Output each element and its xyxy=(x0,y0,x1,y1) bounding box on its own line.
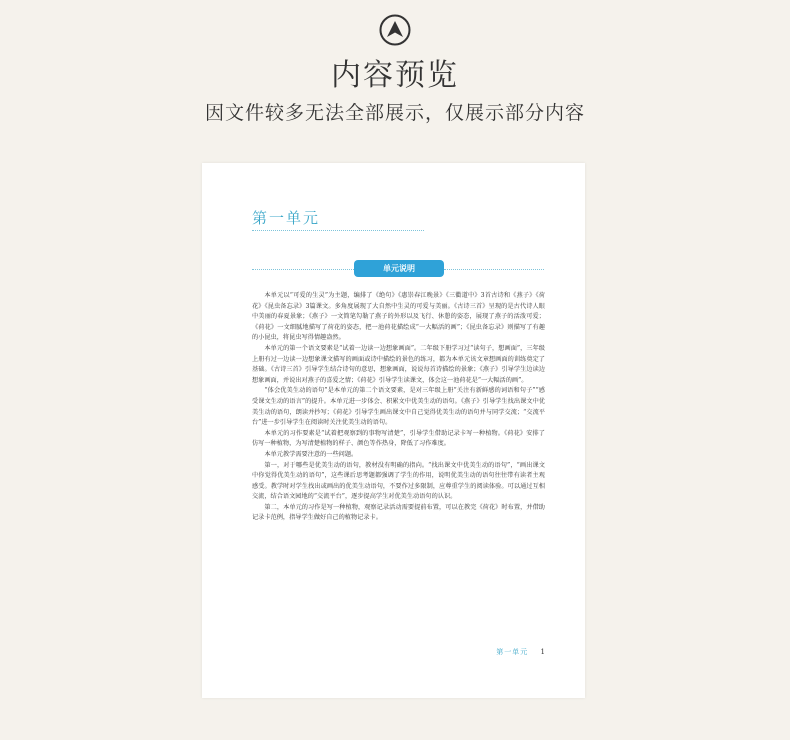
unit-title: 第一单元 xyxy=(252,209,321,227)
unit-title-divider xyxy=(252,230,424,231)
body-text xyxy=(252,291,545,524)
section-label-badge: 单元说明 xyxy=(354,260,444,277)
paragraph: 本单元以“可爱的生灵”为主题，编排了《绝句》《惠崇春江晚景》《三衢道中》3首古诗和《燕子》《荷花》《昆虫备忘录》3篇课文。多角度展现了大自然中生灵的可爱与美丽。《古诗三首》呈现的是古代诗人眼中美丽的春夏景象；《燕子》一文简笔勾勒了燕子的外形以及飞行、休憩的姿态，展现了燕子的活泼可爱；《荷花》一文细腻地描写了荷花的姿态，把一池荷花描绘成“一大幅活的画”；《昆虫备忘录》则描写了有趣的小昆虫，将昆虫写得情趣盎然。 xyxy=(252,292,545,342)
section-divider-right xyxy=(444,269,544,270)
paragraph: 本单元教学需要注意的一些问题。 xyxy=(264,450,358,458)
document-page xyxy=(202,163,585,698)
page-title: 内容预览 xyxy=(331,58,459,93)
page-number: 1 xyxy=(540,648,545,656)
paragraph: 本单元的第一个语文要素是“试着一边读一边想象画面”。二年级下册学习过“读句子，想画面”，三年级上册有过一边读一边想象课文描写的画面或诗中描绘的景色的练习，都为本单元该文章想画面的训练奠定了基础。《古诗三首》引导学生结合诗句的意思，想象画面，说说每首诗描绘的景象；《燕子》引导学生边读边想象画面，并说出对燕子的喜爱之情；《荷花》引导学生读课文，体会这一池荷花是“一大幅活的画”。 xyxy=(252,344,545,384)
paragraph: 第二，本单元的习作是写一种植物，观察记录活动需要提前布置，可以在教完《荷花》时布置，并借助记录卡范例，指导学生做好自己的植物记录卡。 xyxy=(252,503,545,522)
up-arrow-icon xyxy=(379,14,411,46)
footer-unit-label: 第一单元 xyxy=(496,648,529,656)
page-subtitle: 因文件较多无法全部展示，仅展示部分内容 xyxy=(204,102,585,124)
paragraph: “体会优美生动的语句”是本单元的第二个语文要素，是对三年级上册“关注有新鲜感的词语和句子”“感受课文生动的语言”的提升。本单元进一步体会、积累文中优美生动的语句。《燕子》引导学生找出课文中优美生动的语句，朗读并抄写；《荷花》引导学生画出课文中自己觉得优美生动的语句并与同学交流；“交流平台”进一步引导学生在阅读时关注优美生动的语句。 xyxy=(252,387,545,427)
paragraph: 第一，对于哪些是优美生动的语句，教材没有明确的指向。“找出课文中优美生动的语句”，“画出课文中你觉得优美生动的语句”，这些课后思考题都强调了学生的作用，说明优美生动的语句往往带有读者主观感受。教学时对学生找出或画出的优美生动语句，不要作过多限制，应尊重学生的阅读体验。可以通过互相交流，结合语文园地的“交流平台”，逐步提高学生对优美生动语句的认识。 xyxy=(252,461,545,501)
paragraph: 本单元的习作要素是“试着把观察到的事物写清楚”，引导学生借助记录卡写一种植物。《荷花》安排了仿写一种植物，为写清楚植物的样子、颜色等作热身，降低了习作难度。 xyxy=(252,429,545,448)
page-footer xyxy=(496,647,545,657)
section-divider-left xyxy=(252,269,354,270)
